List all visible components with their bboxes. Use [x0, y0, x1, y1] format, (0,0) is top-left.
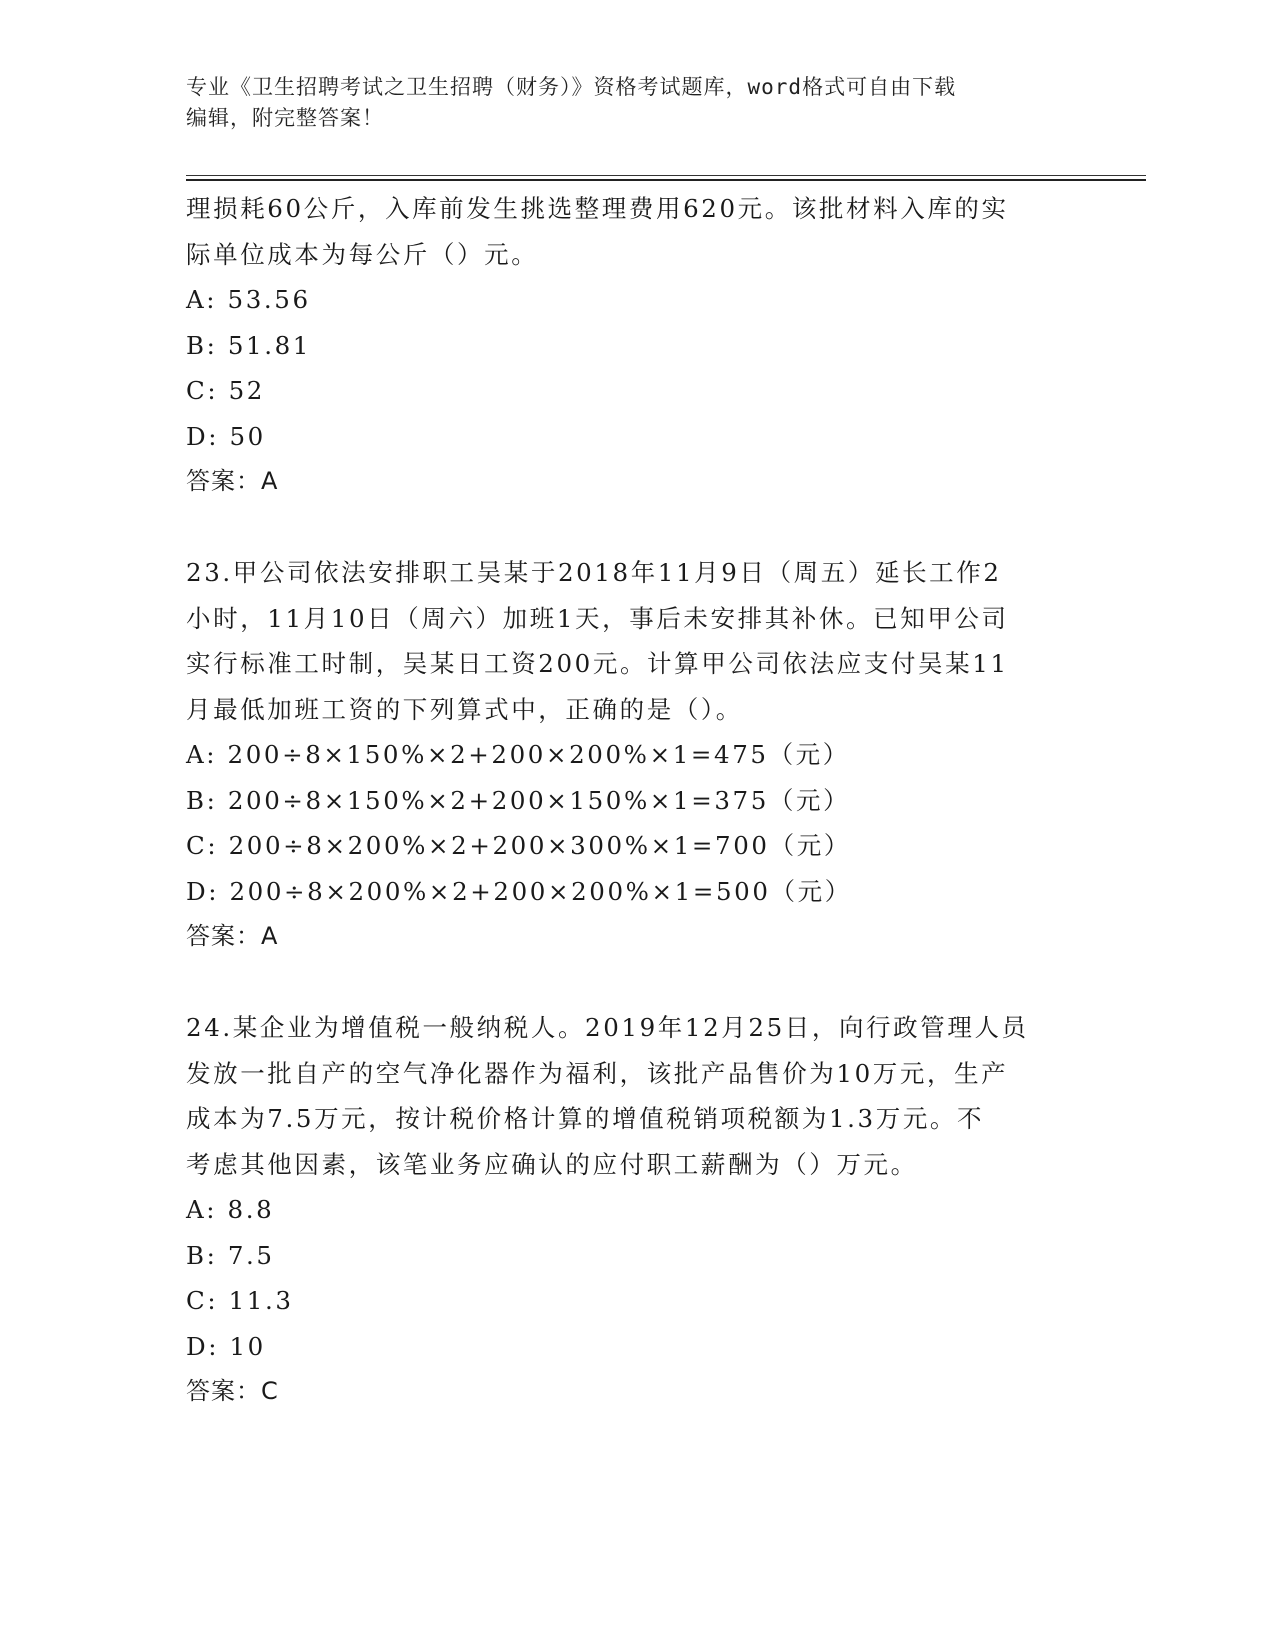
question-spacer	[186, 505, 1086, 551]
question-24	[186, 1005, 1086, 1415]
option-a: A: 8.8	[186, 1195, 275, 1224]
question-stem-line: 际单位成本为每公斤（）元。	[186, 239, 539, 269]
option-a: A: 200÷8×150%×2+200×200%×1=475（元）	[186, 740, 850, 769]
question-spacer	[186, 960, 1086, 1006]
question-stem-line: 理损耗60公斤，入库前发生挑选整理费用620元。该批材料入库的实	[186, 194, 1009, 223]
question-list	[186, 186, 1086, 1415]
option-d: D: 10	[186, 1331, 266, 1361]
question-stem-line: 月最低加班工资的下列算式中，正确的是（）。	[186, 694, 743, 724]
question-stem-line: 23.甲公司依法安排职工吴某于2018年11月9日（周五）延长工作2	[186, 558, 1002, 587]
question-stem-line: 成本为7.5万元，按计税价格计算的增值税销项税额为1.3万元。不	[186, 1104, 985, 1133]
option-b: B: 200÷8×150%×2+200×150%×1=375（元）	[186, 785, 851, 815]
answer-label: 答案：A	[186, 467, 279, 495]
question-23	[186, 550, 1086, 960]
header-divider-thin	[186, 175, 1146, 176]
header-line-1: 专业《卫生招聘考试之卫生招聘（财务）》资格考试题库，word格式可自由下载	[186, 75, 957, 99]
option-c: C: 11.3	[186, 1286, 294, 1315]
answer-label: 答案：A	[186, 922, 279, 950]
header-line-2: 编辑，附完整答案！	[186, 106, 384, 130]
question-stem-line: 发放一批自产的空气净化器作为福利，该批产品售价为10万元，生产	[186, 1058, 1009, 1088]
question-stem-line: 考虑其他因素，该笔业务应确认的应付职工薪酬为（）万元。	[186, 1149, 918, 1179]
option-d: D: 50	[186, 421, 266, 451]
question-stem-line: 24.某企业为增值税一般纳税人。2019年12月25日，向行政管理人员	[186, 1013, 1029, 1042]
question-stem-line: 小时，11月10日（周六）加班1天，事后未安排其补休。已知甲公司	[186, 603, 1009, 633]
question-22	[186, 186, 1086, 505]
document-header	[186, 72, 1066, 134]
option-c: C: 52	[186, 376, 265, 405]
option-d: D: 200÷8×200%×2+200×200%×1=500（元）	[186, 876, 852, 906]
option-c: C: 200÷8×200%×2+200×300%×1=700（元）	[186, 831, 851, 860]
option-b: B: 51.81	[186, 330, 311, 360]
question-stem-line: 实行标准工时制，吴某日工资200元。计算甲公司依法应支付吴某11	[186, 649, 1009, 678]
option-a: A: 53.56	[186, 285, 311, 314]
option-b: B: 7.5	[186, 1240, 275, 1270]
header-divider-thick	[186, 179, 1146, 181]
answer-label: 答案：C	[186, 1377, 279, 1405]
